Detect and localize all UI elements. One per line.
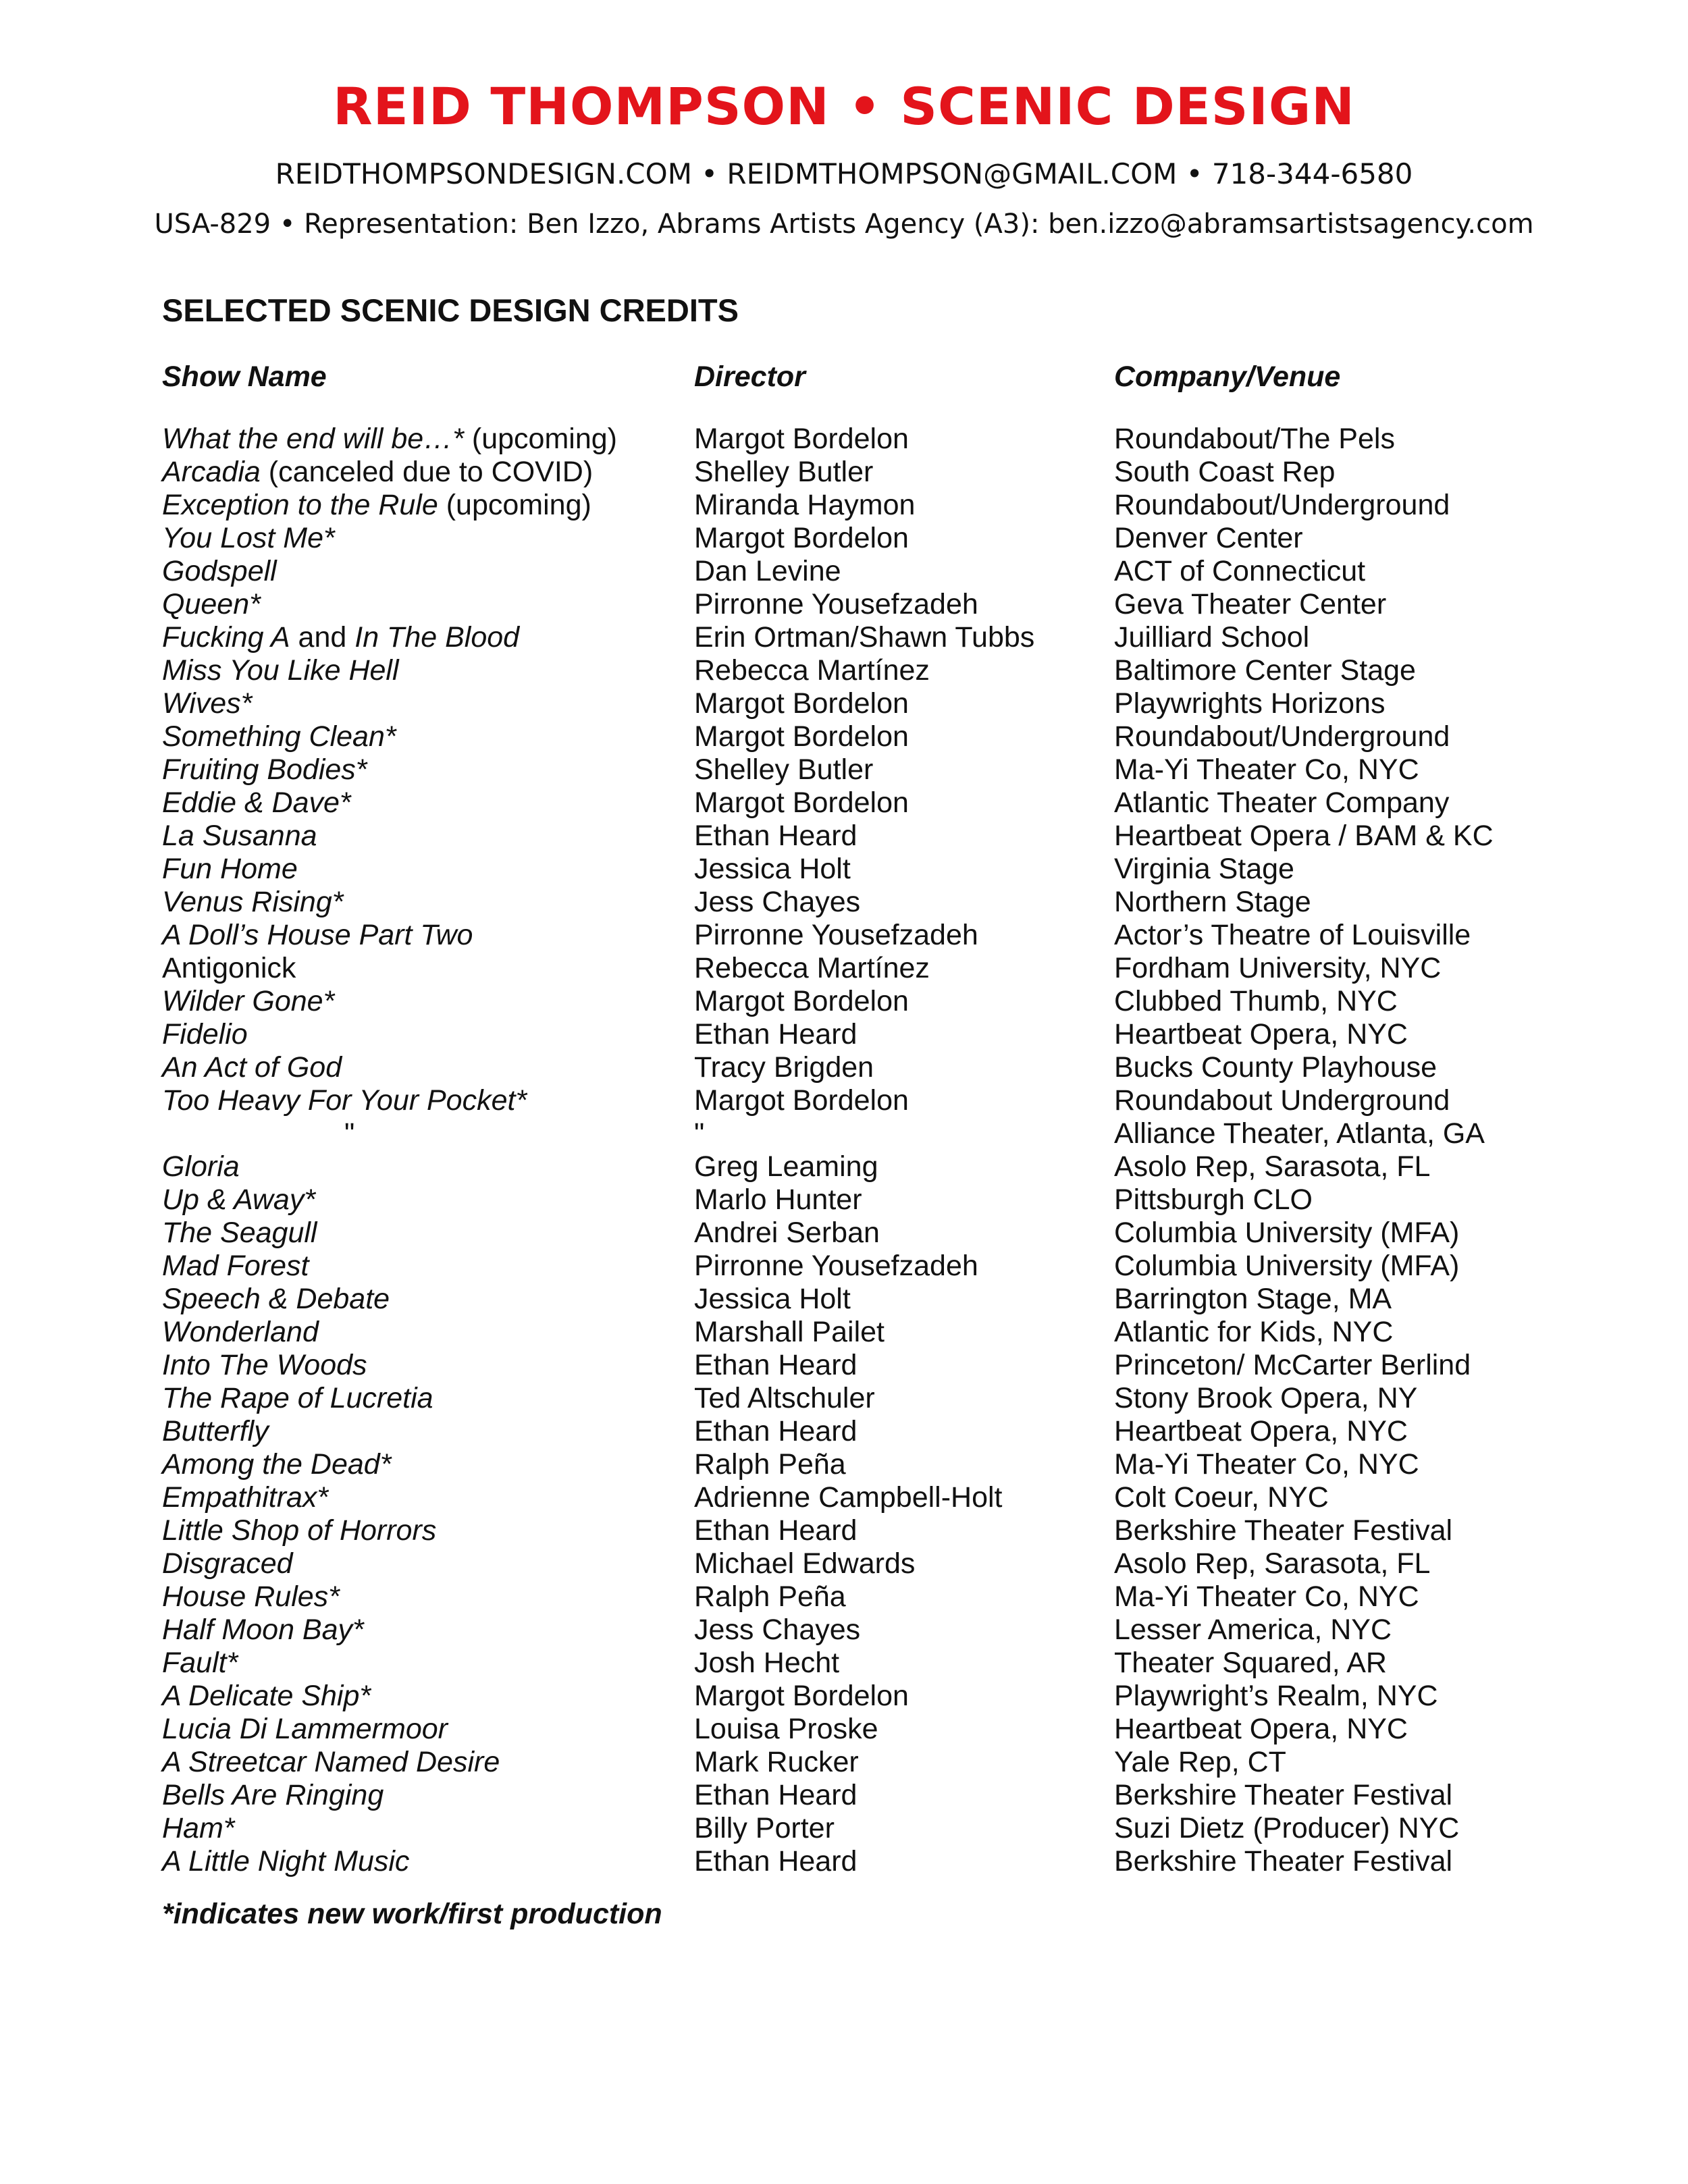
credit-row [0, 1018, 1688, 1051]
credit-show-name [162, 1746, 500, 1779]
credit-director: Louisa Proske [694, 1713, 878, 1745]
credit-show-name-part: A Delicate Ship* [162, 1680, 371, 1712]
credit-venue: Lesser America, NYC [1114, 1614, 1392, 1646]
credit-show-name [162, 1812, 235, 1845]
credit-venue: ACT of Connecticut [1114, 555, 1366, 587]
credit-director: Pirronne Yousefzadeh [694, 588, 978, 620]
credit-row [0, 1283, 1688, 1316]
credit-director: Josh Hecht [694, 1647, 840, 1679]
credit-row [0, 919, 1688, 952]
credit-show-name [162, 1448, 391, 1481]
credit-show-name [162, 753, 367, 787]
credit-show-name-part: The Rape of Lucretia [162, 1382, 433, 1414]
credit-director: Margot Bordelon [694, 985, 909, 1017]
credit-venue: Geva Theater Center [1114, 588, 1387, 620]
credit-show-name [162, 919, 473, 952]
credit-show-name-part: Venus Rising* [162, 886, 344, 918]
credit-show-name [162, 489, 591, 522]
credit-show-name [162, 886, 344, 919]
credit-venue: Berkshire Theater Festival [1114, 1514, 1453, 1547]
credit-director: Margot Bordelon [694, 1680, 909, 1712]
credit-venue: Heartbeat Opera / BAM & KC [1114, 820, 1494, 852]
credit-director: Shelley Butler [694, 456, 874, 488]
credit-show-name-part: Fidelio [162, 1018, 248, 1050]
credit-director: Margot Bordelon [694, 687, 909, 720]
credit-show-name [162, 787, 351, 820]
credit-row [0, 820, 1688, 853]
credit-show-name [162, 1183, 315, 1217]
credit-venue: Roundabout/Underground [1114, 489, 1450, 521]
credit-show-name [162, 1680, 371, 1713]
credit-director: Ethan Heard [694, 1779, 858, 1811]
credit-show-name-part: " [344, 1117, 355, 1150]
credit-show-name-part: (canceled due to COVID) [260, 456, 594, 488]
column-header-show: Show Name [162, 361, 327, 393]
credit-director: Ted Altschuler [694, 1382, 875, 1414]
credit-row [0, 1514, 1688, 1547]
credit-venue: Bucks County Playhouse [1114, 1051, 1438, 1084]
credit-show-name-part: Antigonick [162, 952, 296, 984]
credit-show-name [162, 1250, 309, 1283]
credit-venue: Alliance Theater, Atlanta, GA [1114, 1117, 1485, 1150]
credit-show-name-part: You Lost Me* [162, 522, 335, 554]
credit-venue: Stony Brook Opera, NY [1114, 1382, 1418, 1414]
credit-row [0, 1647, 1688, 1680]
credit-venue: Columbia University (MFA) [1114, 1217, 1460, 1249]
credit-venue: Ma-Yi Theater Co, NYC [1114, 1580, 1419, 1613]
credit-director: Ethan Heard [694, 820, 858, 852]
credit-row [0, 720, 1688, 753]
credit-venue: Playwright’s Realm, NYC [1114, 1680, 1438, 1712]
credit-show-name [162, 621, 519, 654]
credit-director: Ethan Heard [694, 1018, 858, 1050]
credit-director: Ethan Heard [694, 1514, 858, 1547]
credit-show-name [162, 522, 335, 555]
credit-venue: Denver Center [1114, 522, 1303, 554]
credit-show-name-part: Something Clean* [162, 720, 396, 753]
credit-row [0, 1117, 1688, 1150]
credit-director: Jess Chayes [694, 886, 861, 918]
credit-director: Andrei Serban [694, 1217, 880, 1249]
credit-venue: Barrington Stage, MA [1114, 1283, 1392, 1315]
credit-row [0, 1349, 1688, 1382]
credit-director: Ethan Heard [694, 1415, 858, 1447]
credit-director: Adrienne Campbell-Holt [694, 1481, 1003, 1514]
credit-show-name [162, 1779, 384, 1812]
credit-director: Margot Bordelon [694, 522, 909, 554]
credit-row [0, 1746, 1688, 1779]
credit-row [0, 1812, 1688, 1845]
credit-venue: Juilliard School [1114, 621, 1310, 654]
credit-venue: Princeton/ McCarter Berlind [1114, 1349, 1471, 1381]
credit-show-name [162, 1514, 436, 1547]
credit-director: Shelley Butler [694, 753, 874, 786]
credit-director: Billy Porter [694, 1812, 835, 1844]
credit-show-name-part: A Doll’s House Part Two [162, 919, 473, 951]
credit-venue: Heartbeat Opera, NYC [1114, 1415, 1408, 1447]
column-header-venue: Company/Venue [1114, 361, 1341, 393]
credit-row [0, 1183, 1688, 1217]
credit-director: Erin Ortman/Shawn Tubbs [694, 621, 1035, 654]
credit-venue: Columbia University (MFA) [1114, 1250, 1460, 1282]
credit-show-name-part: Fruiting Bodies* [162, 753, 367, 786]
credit-venue: Heartbeat Opera, NYC [1114, 1018, 1408, 1050]
credit-row [0, 555, 1688, 588]
credit-director: Rebecca Martínez [694, 654, 930, 687]
credit-row [0, 853, 1688, 886]
credit-venue: Asolo Rep, Sarasota, FL [1114, 1547, 1431, 1580]
credit-show-name-part: Into The Woods [162, 1349, 367, 1381]
credit-venue: Playwrights Horizons [1114, 687, 1386, 720]
credit-director: Jessica Holt [694, 1283, 851, 1315]
credit-show-name [162, 1614, 364, 1647]
credit-show-name [162, 1316, 319, 1349]
credit-show-name-part: (upcoming) [438, 489, 591, 521]
credit-show-name-part: Butterfly [162, 1415, 269, 1447]
credit-venue: Atlantic for Kids, NYC [1114, 1316, 1394, 1348]
credit-show-name-part: Gloria [162, 1150, 240, 1183]
credit-show-name-part: and [290, 621, 355, 654]
credit-show-name [162, 654, 399, 687]
credit-venue: Berkshire Theater Festival [1114, 1845, 1453, 1877]
credit-show-name-part: Queen* [162, 588, 261, 620]
credit-director: Pirronne Yousefzadeh [694, 919, 978, 951]
credit-row [0, 588, 1688, 621]
credit-venue: Virginia Stage [1114, 853, 1294, 885]
credit-venue: Heartbeat Opera, NYC [1114, 1713, 1408, 1745]
credit-director: Margot Bordelon [694, 787, 909, 819]
credit-show-name [162, 1382, 433, 1415]
credit-show-name [162, 1283, 390, 1316]
credit-row [0, 1051, 1688, 1084]
credit-show-name-part: A Little Night Music [162, 1845, 410, 1877]
credit-show-name-part: An Act of God [162, 1051, 342, 1084]
credit-row [0, 1845, 1688, 1878]
credit-show-name-part: Speech & Debate [162, 1283, 390, 1315]
credit-venue: Roundabout Underground [1114, 1084, 1450, 1117]
credit-director: Margot Bordelon [694, 720, 909, 753]
credit-director: Ethan Heard [694, 1845, 858, 1877]
credit-director: Ethan Heard [694, 1349, 858, 1381]
credit-show-name [162, 1084, 527, 1117]
credit-row [0, 886, 1688, 919]
credit-show-name [344, 1117, 354, 1150]
credits-list [0, 423, 1688, 1878]
credit-row [0, 1680, 1688, 1713]
credit-show-name-part: Up & Away* [162, 1183, 316, 1216]
column-header-director: Director [694, 361, 806, 393]
credit-show-name-part: Little Shop of Horrors [162, 1514, 437, 1547]
credit-director: " [694, 1117, 705, 1150]
credit-director: Marshall Pailet [694, 1316, 885, 1348]
credit-venue: Berkshire Theater Festival [1114, 1779, 1453, 1811]
credit-director: Ralph Peña [694, 1448, 846, 1481]
credit-show-name [162, 1580, 340, 1614]
credit-show-name-part: Fucking A [162, 621, 290, 654]
credit-show-name-part: Eddie & Dave* [162, 787, 351, 819]
credit-row [0, 621, 1688, 654]
credit-show-name-part: Fault* [162, 1647, 238, 1679]
credit-show-name-part: Wonderland [162, 1316, 319, 1348]
credit-row [0, 1547, 1688, 1580]
credit-row [0, 1481, 1688, 1514]
credit-show-name-part: Arcadia [162, 456, 261, 488]
credit-show-name [162, 588, 261, 621]
credit-show-name [162, 423, 617, 456]
credit-row [0, 1779, 1688, 1812]
contact-line: REIDTHOMPSONDESIGN.COM • REIDMTHOMPSON@GMAIL.COM • 718-344-6580 [275, 157, 1413, 190]
credit-venue: South Coast Rep [1114, 456, 1336, 488]
credit-show-name-part: Mad Forest [162, 1250, 309, 1282]
credit-show-name-part: Among the Dead* [162, 1448, 392, 1481]
credit-venue: Atlantic Theater Company [1114, 787, 1450, 819]
credit-show-name-part: Fun Home [162, 853, 298, 885]
credit-venue: Asolo Rep, Sarasota, FL [1114, 1150, 1431, 1183]
credit-row [0, 1448, 1688, 1481]
credit-show-name [162, 1845, 409, 1878]
page-title: REID THOMPSON • SCENIC DESIGN [333, 76, 1355, 136]
credit-show-name [162, 1547, 293, 1580]
credit-director: Tracy Brigden [694, 1051, 874, 1084]
credit-row [0, 952, 1688, 985]
credit-row [0, 522, 1688, 555]
credit-director: Michael Edwards [694, 1547, 916, 1580]
credit-director: Margot Bordelon [694, 423, 909, 455]
credit-show-name [162, 555, 277, 588]
credit-show-name-part: Half Moon Bay* [162, 1614, 364, 1646]
credit-show-name [162, 1713, 448, 1746]
credit-director: Margot Bordelon [694, 1084, 909, 1117]
credit-show-name-part: Exception to the Rule [162, 489, 438, 521]
credit-show-name-part: Godspell [162, 555, 277, 587]
credit-row [0, 753, 1688, 787]
credit-director: Jess Chayes [694, 1614, 861, 1646]
credit-show-name [162, 952, 296, 985]
credit-show-name [162, 1217, 317, 1250]
credit-venue: Colt Coeur, NYC [1114, 1481, 1329, 1514]
credit-row [0, 1217, 1688, 1250]
credit-show-name-part: Miss You Like Hell [162, 654, 399, 687]
credit-row [0, 1580, 1688, 1614]
credit-row [0, 423, 1688, 456]
credit-show-name-part: Too Heavy For Your Pocket* [162, 1084, 527, 1117]
credit-show-name [162, 687, 252, 720]
credit-row [0, 1250, 1688, 1283]
credit-venue: Clubbed Thumb, NYC [1114, 985, 1398, 1017]
credit-show-name-part: Bells Are Ringing [162, 1779, 384, 1811]
credit-director: Greg Leaming [694, 1150, 878, 1183]
credit-show-name [162, 1051, 342, 1084]
credit-row [0, 1713, 1688, 1746]
credit-director: Jessica Holt [694, 853, 851, 885]
credit-row [0, 1150, 1688, 1183]
credit-venue: Northern Stage [1114, 886, 1311, 918]
credit-show-name [162, 1150, 240, 1183]
credit-show-name [162, 1349, 367, 1382]
credit-row [0, 687, 1688, 720]
credit-row [0, 1316, 1688, 1349]
representation-line: USA-829 • Representation: Ben Izzo, Abrams Artists Agency (A3): ben.izzo@abramsartistsagency.com [154, 209, 1534, 240]
credit-venue: Roundabout/The Pels [1114, 423, 1395, 455]
credit-show-name-part: What the end will be…* [162, 423, 464, 455]
credit-row [0, 489, 1688, 522]
credit-show-name-part: A Streetcar Named Desire [162, 1746, 500, 1778]
credit-show-name [162, 1415, 269, 1448]
credit-venue: Ma-Yi Theater Co, NYC [1114, 753, 1419, 786]
credit-venue: Pittsburgh CLO [1114, 1183, 1313, 1216]
credit-row [0, 787, 1688, 820]
credit-director: Pirronne Yousefzadeh [694, 1250, 978, 1282]
credit-show-name-part: House Rules* [162, 1580, 340, 1613]
credit-venue: Theater Squared, AR [1114, 1647, 1387, 1679]
credit-director: Dan Levine [694, 555, 841, 587]
credit-show-name [162, 820, 317, 853]
credit-show-name-part: Empathitrax* [162, 1481, 329, 1514]
credit-venue: Fordham University, NYC [1114, 952, 1442, 984]
credit-row [0, 1084, 1688, 1117]
credit-show-name-part: Disgraced [162, 1547, 293, 1580]
section-title: SELECTED SCENIC DESIGN CREDITS [162, 292, 739, 328]
credit-row [0, 1415, 1688, 1448]
credit-show-name-part: Wives* [162, 687, 253, 720]
credit-director: Rebecca Martínez [694, 952, 930, 984]
credit-show-name [162, 720, 396, 753]
credit-show-name-part: La Susanna [162, 820, 317, 852]
credit-row [0, 654, 1688, 687]
credit-show-name [162, 1481, 328, 1514]
credit-director: Miranda Haymon [694, 489, 916, 521]
credit-venue: Roundabout/Underground [1114, 720, 1450, 753]
credit-show-name [162, 985, 334, 1018]
credit-show-name-part: Wilder Gone* [162, 985, 335, 1017]
credit-venue: Yale Rep, CT [1114, 1746, 1286, 1778]
credit-show-name [162, 456, 593, 489]
credit-venue: Ma-Yi Theater Co, NYC [1114, 1448, 1419, 1481]
credit-venue: Actor’s Theatre of Louisville [1114, 919, 1471, 951]
credit-row [0, 985, 1688, 1018]
credit-director: Marlo Hunter [694, 1183, 862, 1216]
credit-row [0, 456, 1688, 489]
credit-venue: Baltimore Center Stage [1114, 654, 1416, 687]
credit-show-name-part: In The Blood [354, 621, 520, 654]
credit-row [0, 1382, 1688, 1415]
credit-show-name [162, 1018, 248, 1051]
credit-show-name-part: Lucia Di Lammermoor [162, 1713, 448, 1745]
footnote: *indicates new work/first production [162, 1898, 662, 1930]
credit-show-name-part: The Seagull [162, 1217, 317, 1249]
credit-director: Mark Rucker [694, 1746, 859, 1778]
credit-show-name [162, 1647, 238, 1680]
credit-row [0, 1614, 1688, 1647]
credit-director: Ralph Peña [694, 1580, 846, 1613]
credit-show-name-part: (upcoming) [463, 423, 617, 455]
credit-show-name [162, 853, 298, 886]
credit-venue: Suzi Dietz (Producer) NYC [1114, 1812, 1460, 1844]
credit-show-name-part: Ham* [162, 1812, 235, 1844]
